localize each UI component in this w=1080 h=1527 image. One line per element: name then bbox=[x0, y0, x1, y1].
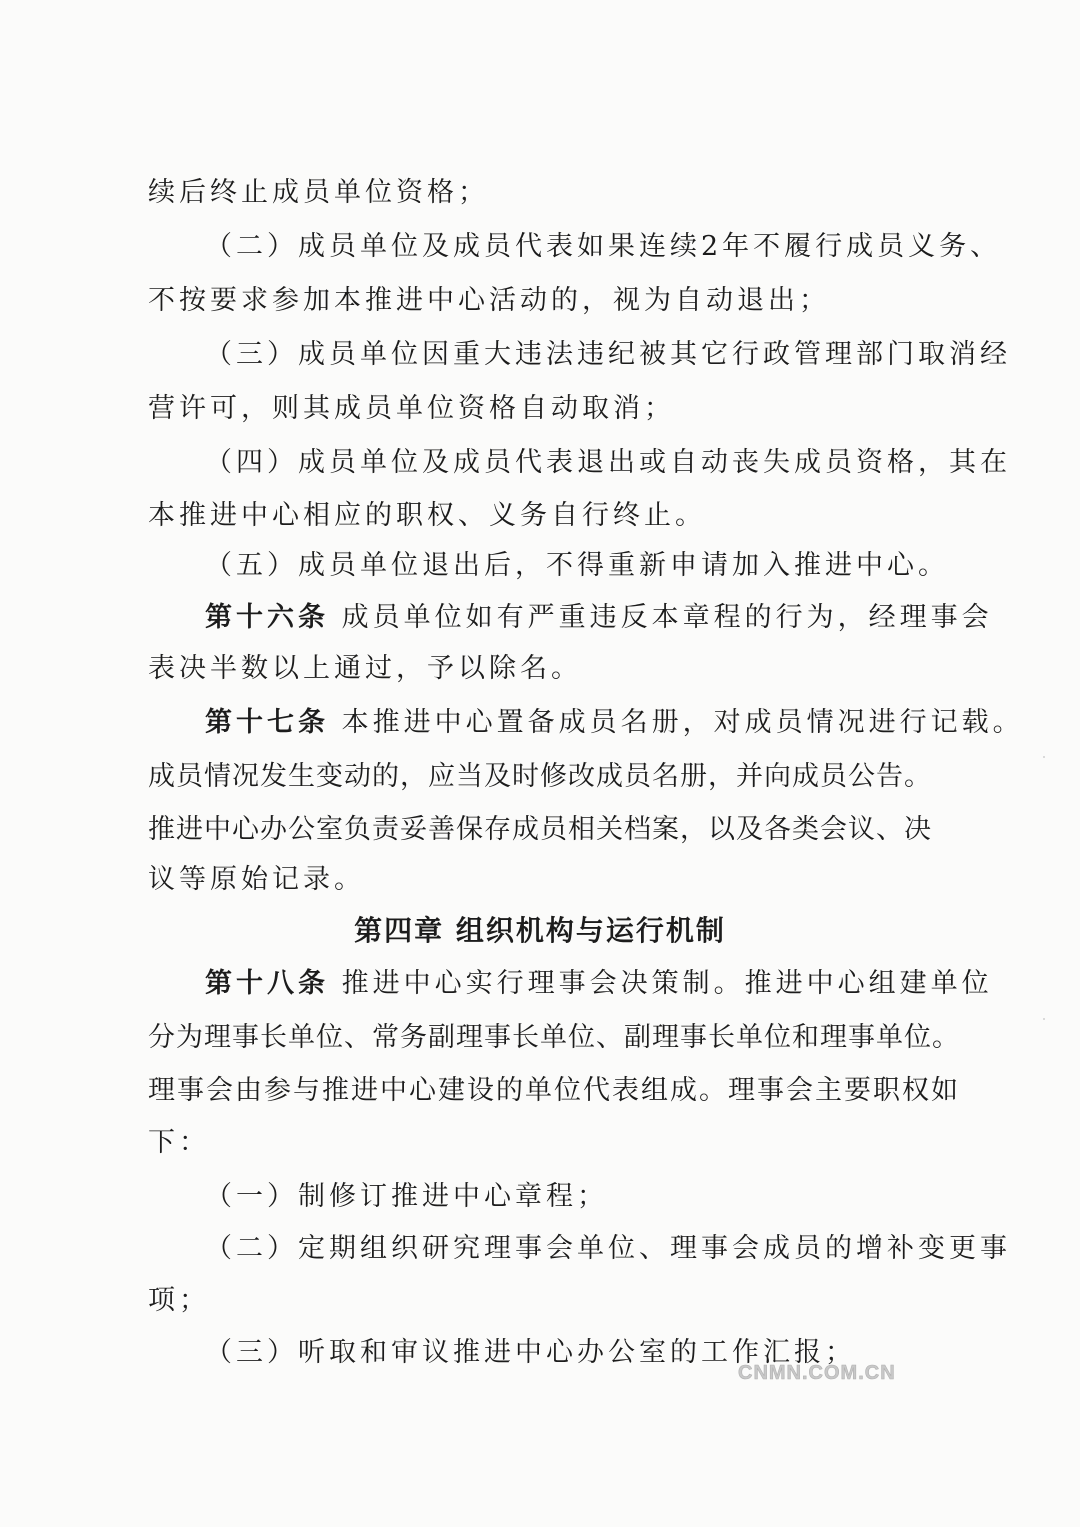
scan-speck bbox=[1043, 756, 1045, 758]
text-line: （五）成员单位退出后，不得重新申请加入推进中心。 bbox=[205, 550, 949, 581]
article-16 bbox=[205, 601, 993, 635]
text-line: 项； bbox=[148, 1285, 210, 1316]
text-line: （二）定期组织研究理事会单位、理事会成员的增补变更事 bbox=[205, 1233, 1011, 1264]
text-line: 续后终止成员单位资格； bbox=[148, 177, 489, 208]
text-line: 表决半数以上通过，予以除名。 bbox=[148, 653, 582, 684]
article-label: 第十七条 bbox=[205, 707, 329, 738]
text-line: 理事会由参与推进中心建设的单位代表组成。理事会主要职权如 bbox=[148, 1075, 960, 1106]
text-line: 分为理事长单位、常务副理事长单位、副理事长单位和理事单位。 bbox=[148, 1022, 960, 1053]
article-text: 本推进中心置备成员名册，对成员情况进行记载。 bbox=[341, 707, 1024, 738]
article-17 bbox=[205, 706, 1024, 740]
site-watermark: CNMN.COM.CN bbox=[738, 1362, 896, 1384]
article-text: 推进中心实行理事会决策制。推进中心组建单位 bbox=[341, 968, 993, 999]
text-line: （二）成员单位及成员代表如果连续2年不履行成员义务、 bbox=[205, 231, 1002, 262]
text-line: 推进中心办公室负责妥善保存成员相关档案，以及各类会议、决 bbox=[148, 814, 932, 845]
chapter-heading: 第四章 组织机构与运行机制 bbox=[354, 914, 726, 947]
text-line: （一）制修订推进中心章程； bbox=[205, 1181, 608, 1212]
text-line: （四）成员单位及成员代表退出或自动丧失成员资格，其在 bbox=[205, 447, 1011, 478]
text-line: （三）成员单位因重大违法违纪被其它行政管理部门取消经 bbox=[205, 339, 1011, 370]
text-line: 本推进中心相应的职权、义务自行终止。 bbox=[148, 500, 706, 531]
article-18 bbox=[205, 967, 993, 1001]
scan-speck bbox=[1043, 1018, 1045, 1020]
text-line: 议等原始记录。 bbox=[148, 864, 365, 895]
article-label: 第十八条 bbox=[205, 968, 329, 999]
text-line: 营许可，则其成员单位资格自动取消； bbox=[148, 393, 675, 424]
text-line: 不按要求参加本推进中心活动的，视为自动退出； bbox=[148, 285, 830, 316]
text-line: （三）听取和审议推进中心办公室的工作汇报； bbox=[205, 1337, 856, 1368]
article-label: 第十六条 bbox=[205, 602, 329, 633]
article-text: 成员单位如有严重违反本章程的行为，经理事会 bbox=[341, 602, 993, 633]
text-line: 成员情况发生变动的，应当及时修改成员名册，并向成员公告。 bbox=[148, 761, 932, 792]
text-line: 下： bbox=[148, 1127, 210, 1158]
